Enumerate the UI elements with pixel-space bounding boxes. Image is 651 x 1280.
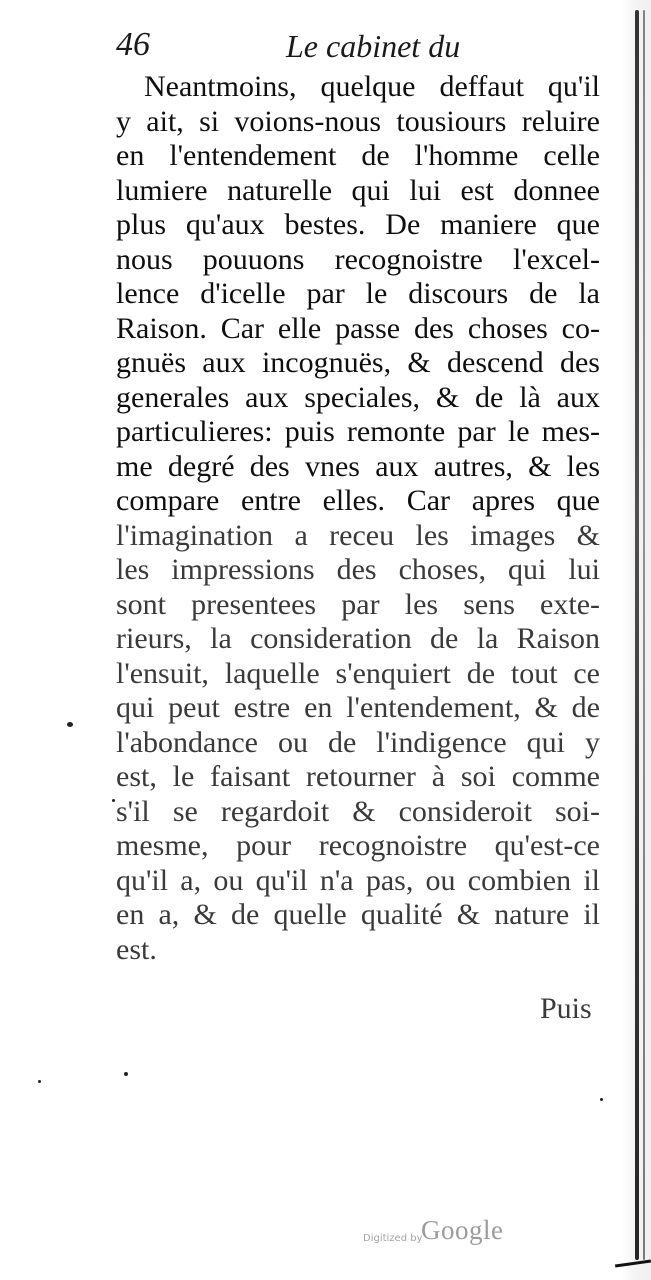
text-line: lence d'icelle par le discours de la [116, 277, 600, 310]
text-line: s'il se regardoit & consideroit soi- [116, 794, 600, 828]
text-line: nous pouuons recognoistre l'excel- [116, 242, 600, 276]
text-line: generales aux speciales, & de là aux [116, 380, 600, 414]
text-line: particulieres: puis remonte par le mes- [116, 415, 600, 448]
text-line: en a, & de quelle qualité & nature il [116, 898, 600, 931]
text-line: mesme, pour recognoistre qu'est-ce [116, 829, 600, 862]
page-header [116, 26, 596, 74]
text-line: Neantmoins, quelque deffaut qu'il [144, 70, 600, 103]
catchword: Puis [540, 992, 592, 1025]
text-line: qu'il a, ou qu'il n'a pas, ou combien il [116, 863, 600, 897]
text-line: Raison. Car elle passe des choses co- [116, 311, 600, 345]
running-head: Le cabinet du [286, 28, 461, 64]
text-line: compare entre elles. Car apres que [116, 484, 600, 517]
text-line: l'imagination a receu les images & [116, 518, 600, 552]
text-line: y ait, si voions-nous tousiours reluire [116, 104, 600, 138]
body-text [116, 70, 600, 967]
ink-speck [124, 1072, 128, 1076]
ink-speck [600, 1098, 603, 1101]
text-line: est. [116, 932, 157, 966]
text-line: me degré des vnes aux autres, & les [116, 449, 600, 483]
text-line: en l'entendement de l'homme celle [116, 139, 600, 172]
text-line: qui peut estre en l'entendement, & de [116, 691, 600, 724]
text-line: sont presentees par les sens exte- [116, 587, 600, 621]
watermark-prefix: Digitized by [363, 1233, 423, 1244]
ink-speck [38, 1080, 41, 1083]
google-logo: Google [421, 1215, 504, 1245]
text-line: lumiere naturelle qui lui est donnee [116, 173, 600, 207]
text-line: est, le faisant retourner à soi comme [116, 760, 600, 793]
text-line: l'abondance ou de l'indigence qui y [116, 725, 600, 759]
page-number: 46 [116, 26, 150, 63]
ink-speck [112, 799, 115, 802]
binding-edge-line [635, 10, 639, 1260]
ink-speck [67, 722, 73, 727]
text-line: les impressions des choses, qui lui [116, 553, 600, 586]
text-line: gnuës aux incognuës, & descend des [116, 346, 600, 379]
text-line: plus qu'aux bestes. De maniere que [116, 208, 600, 241]
binding-edge-line-thin [643, 10, 645, 1260]
text-line: l'ensuit, laquelle s'enquiert de tout ce [116, 656, 600, 690]
text-line: rieurs, la consideration de la Raison [116, 622, 600, 655]
digitized-watermark [363, 1215, 523, 1255]
